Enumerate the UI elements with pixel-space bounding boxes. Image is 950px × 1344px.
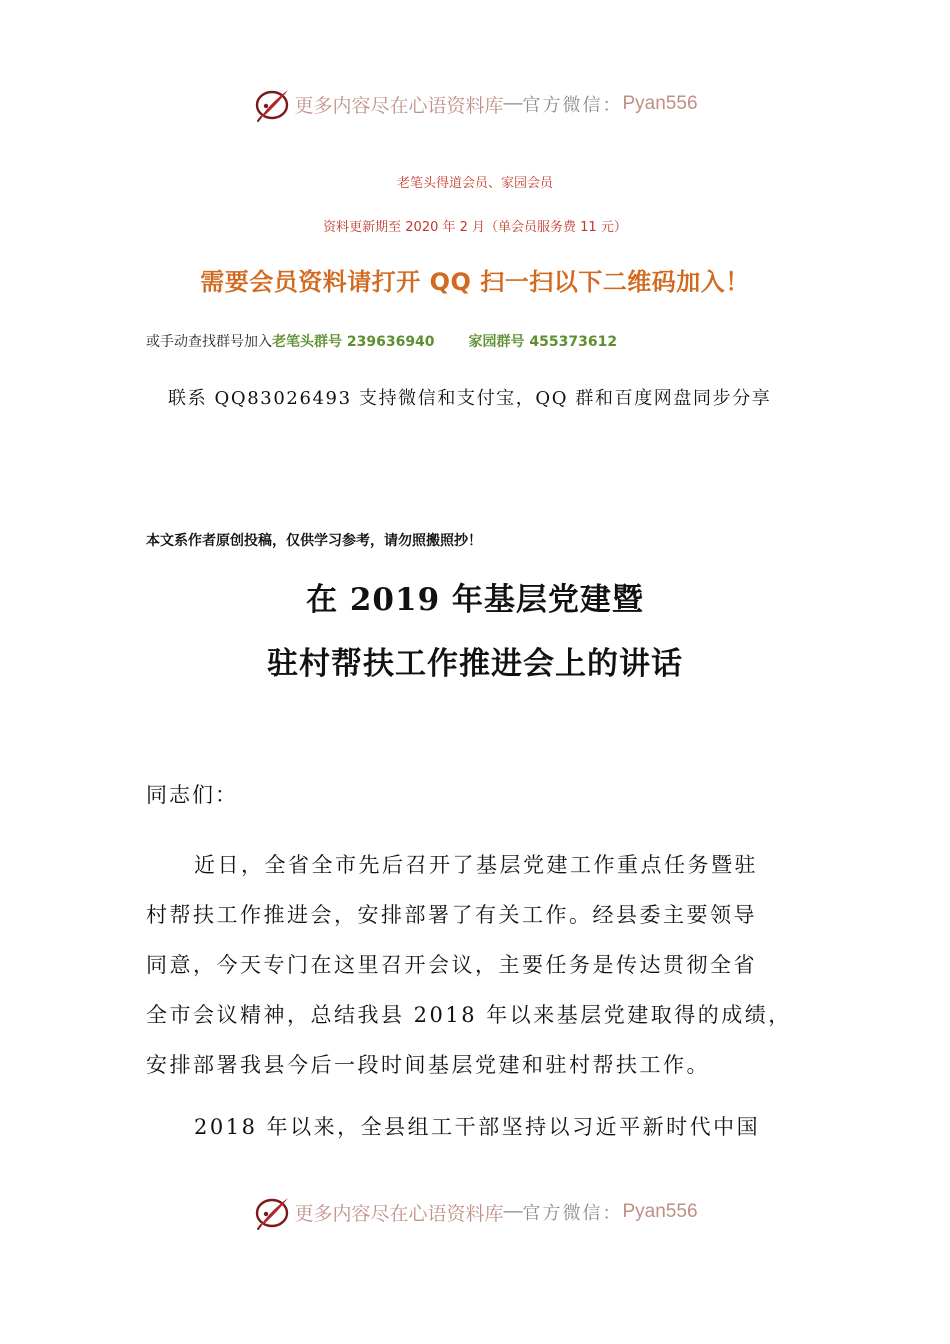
- document-title-line-2: 驻村帮扶工作推进会上的讲话: [267, 646, 683, 682]
- group-numbers-line: [146, 331, 617, 351]
- contact-line: 联系 QQ83026493 支持微信和支付宝，QQ 群和百度网盘同步分享: [168, 388, 772, 409]
- document-title-line-1: 在 2019 年基层党建暨: [306, 582, 644, 618]
- group-number-jiayuan: 家园群号 455373612: [468, 334, 618, 350]
- document-body: [146, 772, 830, 1152]
- header-wechat-label: 官方微信：: [522, 95, 623, 116]
- header-site-text: 更多内容尽在心语资料库: [294, 94, 504, 117]
- membership-line: 老笔头得道会员、家园会员: [396, 176, 553, 191]
- paragraph-1: 近日，全省全市先后召开了基层党建工作重点任务暨驻 村帮扶工作推进会，安排部署了有关工作。经县委主要领导 同意，今天专门在这里召开会议，主要任务是传达贯彻全省 全市会议精神，总结我县 2018 年以来基层党建取得的成绩， 安排部署我县今后一段时间基层党建和驻村帮扶工作。: [146, 853, 792, 1077]
- header-banner: [0, 82, 950, 126]
- qr-scan-prompt: 需要会员资料请打开 QQ 扫一扫以下二维码加入！: [200, 268, 750, 296]
- footer-separator: —: [503, 1201, 523, 1222]
- originality-notice: 本文系作者原创投稿，仅供学习参考，请勿照搬照抄！: [146, 533, 482, 549]
- paragraph-2: 2018 年以来，全县组工干部坚持以习近平新时代中国: [194, 1115, 761, 1139]
- footer-wechat-id: Pyan556: [622, 1201, 698, 1222]
- header-wechat-id: Pyan556: [622, 93, 698, 114]
- quill-pen-logo-icon: [252, 84, 292, 124]
- footer-wechat-label: 官方微信：: [522, 1203, 623, 1224]
- quill-pen-logo-icon: [252, 1192, 292, 1232]
- salutation: 同志们：: [146, 783, 238, 807]
- footer-banner: [0, 1190, 950, 1234]
- group-prefix-text: 或手动查找群号加入: [146, 334, 272, 350]
- update-period-line: 资料更新期至 2020 年 2 月（单会员服务费 11 元）: [323, 220, 627, 235]
- group-number-laobitou: 老笔头群号 239636940: [272, 334, 435, 350]
- header-separator: —: [503, 93, 523, 114]
- footer-site-text: 更多内容尽在心语资料库: [294, 1202, 504, 1225]
